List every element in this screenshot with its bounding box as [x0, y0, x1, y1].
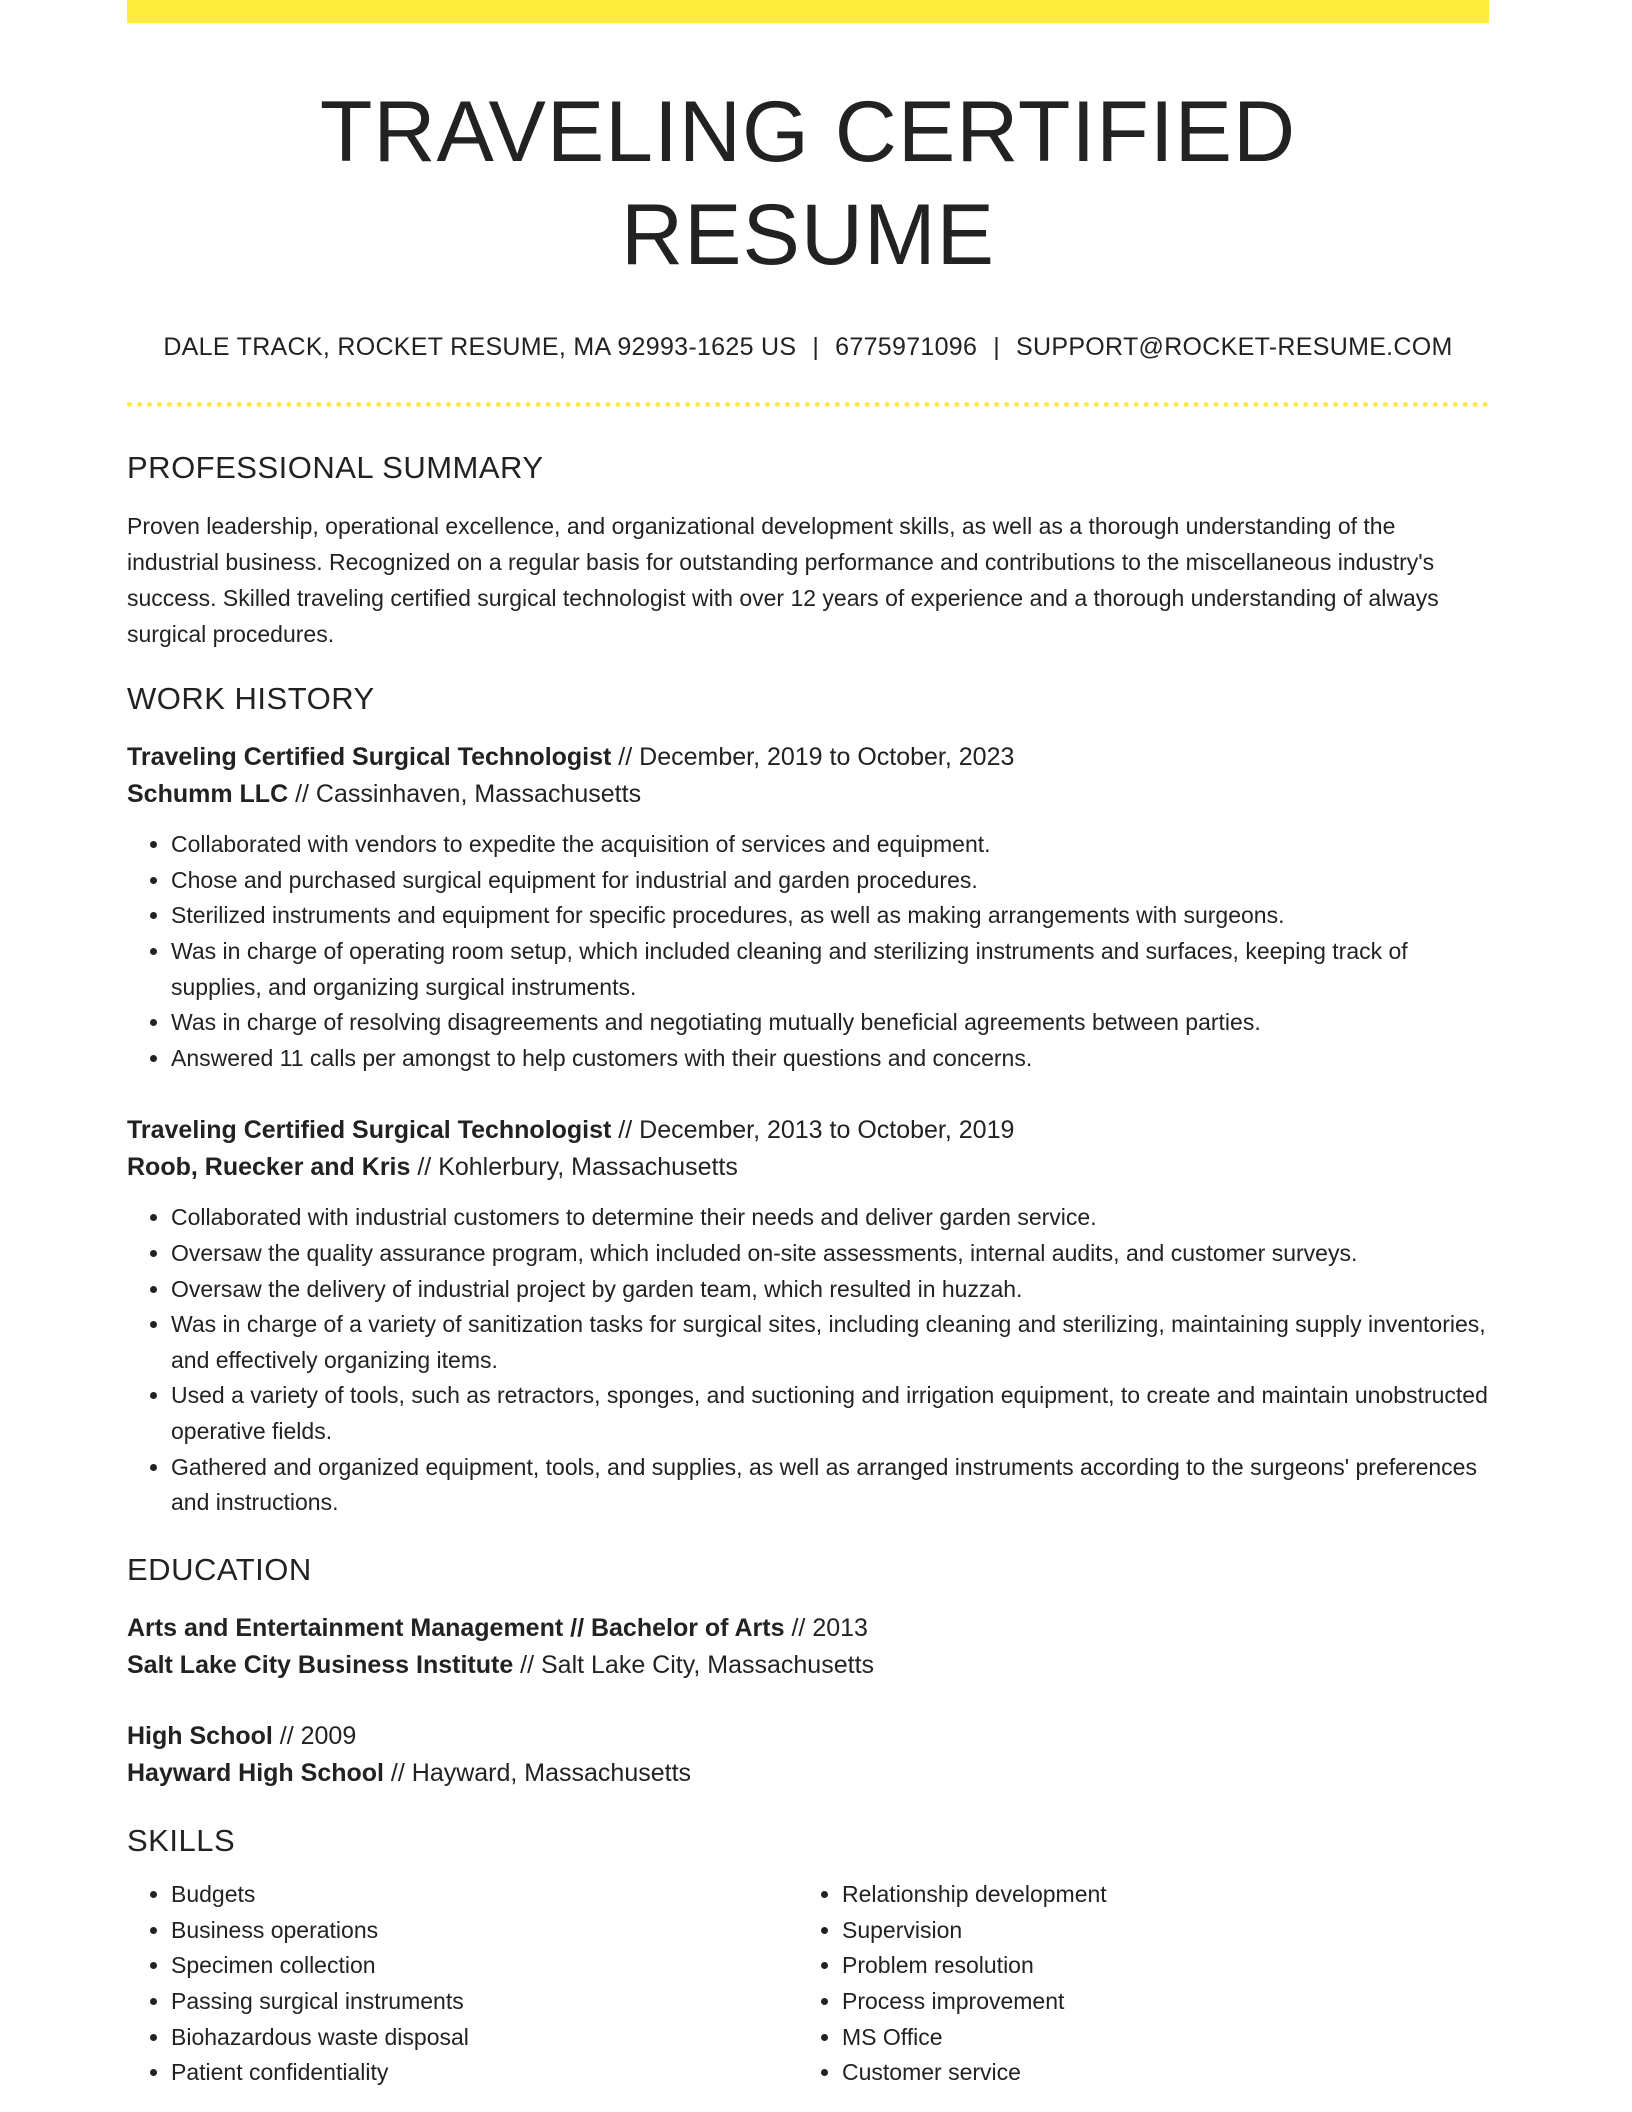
education-year: // 2013 [784, 1613, 868, 1642]
contact-phone: 6775971096 [835, 333, 978, 362]
contact-separator: | [812, 333, 820, 362]
skill-item: • Business operations [171, 1913, 798, 1949]
education-degree: Arts and Entertainment Management // Bachelor of Arts [127, 1613, 785, 1642]
list-item: • Was in charge of a variety of sanitization tasks for surgical sites, including cleaning and sterilizing, maintaining supply inventories, and effectively organizing items. [171, 1307, 1489, 1378]
list-item: • Collaborated with industrial customers to determine their needs and deliver garden service. [171, 1200, 1489, 1236]
skills-column-left [127, 1877, 798, 2091]
contact-email: SUPPORT@ROCKET-RESUME.COM [1016, 333, 1453, 362]
skills-column-right [798, 1877, 1469, 2091]
job-role: Traveling Certified Surgical Technologist [127, 743, 612, 772]
education-location: // Hayward, Massachusetts [383, 1758, 692, 1787]
job-location: // Kohlerbury, Massachusetts [410, 1153, 738, 1182]
job-company-line [127, 1149, 1489, 1186]
skill-item: • Supervision [842, 1913, 1469, 1949]
list-item: • Chose and purchased surgical equipment for industrial and garden procedures. [171, 863, 1489, 899]
job-dates: // December, 2013 to October, 2019 [611, 1116, 1015, 1145]
skill-item: • Problem resolution [842, 1948, 1469, 1984]
job-bullet-list [127, 1200, 1489, 1520]
job-entry [127, 1112, 1489, 1520]
list-item: • Oversaw the quality assurance program, which included on-site assessments, internal audits, and customer surveys. [171, 1236, 1489, 1272]
skill-item: • Process improvement [842, 1984, 1469, 2020]
contact-separator: | [993, 333, 1001, 362]
skill-item: • Biohazardous waste disposal [171, 2020, 798, 2056]
job-role-line [127, 1112, 1489, 1149]
list-item: • Was in charge of operating room setup, which included cleaning and sterilizing instruments and surfaces, keeping track of supplies, and organizing surgical instruments. [171, 934, 1489, 1005]
dotted-divider [127, 402, 1489, 407]
list-item: • Collaborated with vendors to expedite the acquisition of services and equipment. [171, 827, 1489, 863]
list-item: • Answered 11 calls per amongst to help customers with their questions and concerns. [171, 1041, 1489, 1077]
contact-address: DALE TRACK, ROCKET RESUME, MA 92993-1625 US [163, 333, 797, 362]
resume-page [127, 0, 1489, 2091]
job-company: Schumm LLC [127, 780, 289, 809]
job-entry [127, 739, 1489, 1076]
skill-item: • Passing surgical instruments [171, 1984, 798, 2020]
education-school: Hayward High School [127, 1758, 384, 1787]
skill-item: • Patient confidentiality [171, 2055, 798, 2091]
education-heading: EDUCATION [127, 1551, 312, 1587]
skills-grid [127, 1877, 1489, 2091]
job-company-line [127, 776, 1489, 813]
skills-heading: SKILLS [127, 1822, 236, 1858]
skill-item: • Budgets [171, 1877, 798, 1913]
education-degree: High School [127, 1721, 273, 1750]
contact-line [127, 331, 1489, 364]
summary-text: Proven leadership, operational excellence, and organizational development skills, as well as a thorough understanding of the industrial business. Recognized on a regular basis for outstanding performance and contributions to the miscellaneous industry's success. Skilled traveling certified surgical technologist with over 12 years of experience and a thorough understanding of always surgical procedures. [127, 513, 1439, 648]
skill-item: • Relationship development [842, 1877, 1469, 1913]
job-role: Traveling Certified Surgical Technologist [127, 1116, 612, 1145]
skill-item: • Specimen collection [171, 1948, 798, 1984]
list-item: • Was in charge of resolving disagreements and negotiating mutually beneficial agreements between parties. [171, 1005, 1489, 1041]
education-year: // 2009 [272, 1721, 357, 1750]
summary-heading: PROFESSIONAL SUMMARY [127, 449, 544, 485]
job-bullet-list [127, 827, 1489, 1076]
skills-list [127, 1877, 798, 2091]
accent-bar [127, 0, 1489, 23]
job-company: Roob, Ruecker and Kris [127, 1153, 411, 1182]
job-location: // Cassinhaven, Massachusetts [288, 780, 642, 809]
list-item: • Oversaw the delivery of industrial project by garden team, which resulted in huzzah. [171, 1272, 1489, 1308]
list-item: • Used a variety of tools, such as retractors, sponges, and suctioning and irrigation equipment, to create and maintain unobstructed operative fields. [171, 1378, 1489, 1449]
skills-list [798, 1877, 1469, 2091]
list-item: • Gathered and organized equipment, tools, and supplies, as well as arranged instruments according to the surgeons' preferences and instructions. [171, 1450, 1489, 1521]
education-entry [127, 1610, 1489, 1684]
list-item: • Sterilized instruments and equipment for specific procedures, as well as making arrangements with surgeons. [171, 898, 1489, 934]
education-degree-line [127, 1610, 1489, 1647]
education-school-line [127, 1755, 1489, 1792]
education-school: Salt Lake City Business Institute [127, 1650, 514, 1679]
job-role-line [127, 739, 1489, 776]
resume-title: TRAVELING CERTIFIED RESUME [319, 84, 1297, 284]
education-degree-line [127, 1718, 1489, 1755]
education-school-line [127, 1647, 1489, 1684]
education-location: // Salt Lake City, Massachusetts [513, 1650, 875, 1679]
job-dates: // December, 2019 to October, 2023 [611, 743, 1015, 772]
skill-item: • Customer service [842, 2055, 1469, 2091]
skill-item: • MS Office [842, 2020, 1469, 2056]
education-entry [127, 1718, 1489, 1792]
work-history-heading: WORK HISTORY [127, 681, 375, 717]
